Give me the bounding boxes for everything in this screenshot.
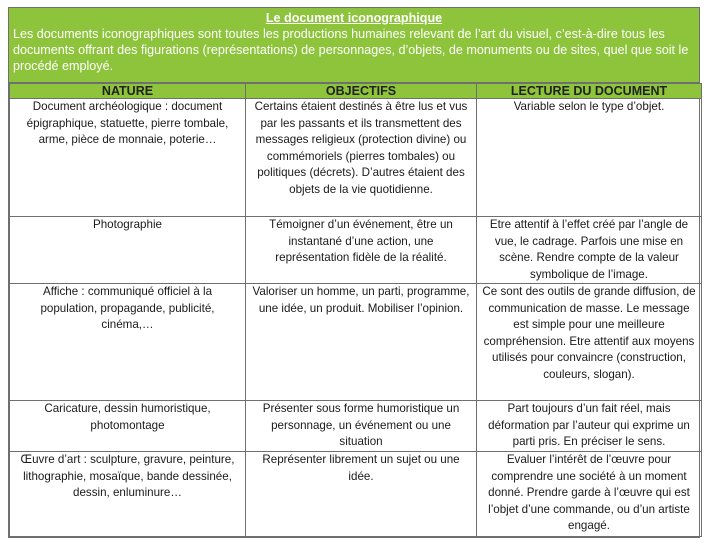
- cell-nature: Caricature, dessin humoristique, photomontage: [10, 401, 246, 452]
- cell-objectifs: Représenter librement un sujet ou une idée.: [246, 452, 477, 537]
- table-header-row: [10, 84, 702, 99]
- table-row: [10, 284, 702, 401]
- cell-lecture: Part toujours d’un fait réel, mais déformation par l’auteur qui exprime un parti pris. En préciser le sens.: [477, 401, 702, 452]
- cell-nature: Document archéologique : document épigraphique, statuette, pierre tombale, arme, pièce de monnaie, poterie…: [10, 99, 246, 217]
- cell-lecture: Evaluer l’intérêt de l’œuvre pour comprendre une société à un moment donné. Prendre garde à l’œuvre qui est l’objet d’une commande, ou d’un artiste engagé.: [477, 452, 702, 537]
- document-header: [9, 8, 699, 83]
- document-table: [9, 83, 702, 537]
- table-row: [10, 99, 702, 217]
- column-header-nature: NATURE: [10, 84, 246, 99]
- cell-objectifs: Présenter sous forme humoristique un personnage, un événement ou une situation: [246, 401, 477, 452]
- document-table-container: [8, 7, 700, 538]
- document-intro: Les documents iconographiques sont toutes les productions humaines relevant de l’art du visuel, c’est-à-dire tous les documents offrant des figurations (représentations) de personnages, d’objets, de monuments ou de sites, quel que soit le procédé employé.: [13, 27, 689, 73]
- column-header-lecture: LECTURE DU DOCUMENT: [477, 84, 702, 99]
- cell-lecture: Variable selon le type d’objet.: [477, 99, 702, 217]
- column-header-objectifs: OBJECTIFS: [246, 84, 477, 99]
- table-row: [10, 452, 702, 537]
- cell-nature: Œuvre d’art : sculpture, gravure, peinture, lithographie, mosaïque, bande dessinée, dessin, enluminure…: [10, 452, 246, 537]
- cell-nature: Photographie: [10, 217, 246, 284]
- table-row: [10, 401, 702, 452]
- cell-objectifs: Certains étaient destinés à être lus et vus par les passants et ils transmettent des messages religieux (protection divine) ou commémoriels (pierres tombales) ou politiques (décrets). D’autres étaient des objets de la vie quotidienne.: [246, 99, 477, 217]
- table-row: [10, 217, 702, 284]
- cell-nature: Affiche : communiqué officiel à la population, propagande, publicité, cinéma,…: [10, 284, 246, 401]
- cell-lecture: Etre attentif à l’effet créé par l’angle de vue, le cadrage. Parfois une mise en scène. Rendre compte de la valeur symbolique de l’image.: [477, 217, 702, 284]
- cell-objectifs: Témoigner d’un événement, être un instantané d’une action, une représentation fidèle de la réalité.: [246, 217, 477, 284]
- document-title: Le document iconographique: [265, 11, 443, 25]
- cell-objectifs: Valoriser un homme, un parti, programme, une idée, un produit. Mobiliser l’opinion.: [246, 284, 477, 401]
- cell-lecture: Ce sont des outils de grande diffusion, de communication de masse. Le message est simple pour une meilleure compréhension. Etre attentif aux moyens utilisés pour convaincre (construction, couleurs, slogan).: [477, 284, 702, 401]
